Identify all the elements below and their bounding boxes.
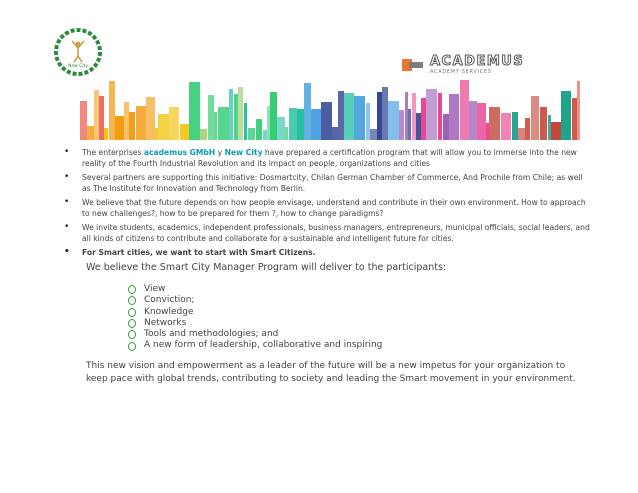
skyline-building	[263, 130, 267, 140]
deliverables-list	[128, 284, 382, 352]
skyline-building	[443, 114, 449, 140]
bullet-item: • The enterprises academus GMbH y New City have prepared a certification program that will allow you to immerse into the new reality of the Fourth Industrial Revolution and its impact on people, organizations and cities	[62, 147, 592, 169]
skyline-building	[158, 114, 169, 140]
skyline-building	[561, 91, 571, 140]
skyline-building	[469, 101, 477, 140]
skyline-building	[189, 82, 200, 140]
skyline-building	[512, 112, 518, 140]
newcity-highlight: New City	[224, 148, 263, 157]
skyline-building	[229, 89, 233, 140]
skyline-building	[285, 127, 288, 140]
skyline-building	[200, 129, 207, 140]
skyline-building	[136, 106, 146, 140]
skyline-building	[180, 124, 189, 140]
skyline-building	[80, 101, 87, 140]
skyline-building	[382, 87, 388, 140]
skyline-building	[94, 90, 99, 140]
skyline-building	[244, 103, 247, 140]
laurel-wreath-icon	[52, 26, 104, 78]
deliverable-item: Conviction;	[128, 295, 382, 306]
skyline-building	[169, 107, 179, 140]
skyline-building	[311, 109, 321, 140]
bullet-item: • We believe that the future depends on how people envisage, understand and contribute in their own environment. How to approach to new challenges?, how to be prepared for them ?, how to change paradigms?	[62, 197, 592, 219]
skyline-building	[399, 110, 404, 140]
skyline-building	[238, 87, 243, 140]
deliverable-item: Networks	[128, 318, 382, 329]
academus-mark-icon	[402, 57, 426, 73]
academus-highlight: academus GMbH	[143, 148, 216, 157]
circle-bullet-icon	[128, 308, 136, 317]
academus-logo-name: ACADEMUS	[430, 54, 525, 69]
skyline-building	[109, 81, 115, 140]
skyline-building	[270, 92, 277, 140]
deliverable-item: Tools and methodologies; and	[128, 329, 382, 340]
skyline-building	[572, 98, 577, 140]
skyline-building	[412, 93, 416, 140]
bullet-item: • For Smart cities, we want to start with Smart Citizens.	[62, 247, 592, 258]
skyline-building	[267, 106, 270, 140]
bullet-item: • We invite students, academics, independent professionals, business managers, entrepreneurs, municipal officials, social leaders, and all kinds of citizens to contribute and collaborate for a sustainable and intelligent future for cities.	[62, 222, 592, 244]
skyline-building	[248, 128, 255, 140]
city-skyline-illustration	[80, 74, 580, 140]
skyline-building	[426, 89, 437, 140]
skyline-building	[214, 112, 217, 140]
newcity-logo-text: New City	[67, 64, 89, 69]
circle-bullet-icon	[128, 296, 136, 305]
skyline-building	[104, 128, 108, 140]
skyline-building	[408, 109, 411, 140]
skyline-building	[332, 127, 338, 140]
skyline-building	[518, 128, 525, 140]
skyline-building	[129, 112, 135, 140]
skyline-building	[486, 123, 489, 140]
skyline-building	[234, 94, 238, 140]
skyline-building	[304, 83, 311, 140]
skyline-building	[421, 98, 426, 140]
bullet-list	[62, 147, 592, 261]
deliverable-item: Knowledge	[128, 307, 382, 318]
skyline-building	[289, 108, 297, 140]
skyline-building	[531, 96, 539, 140]
skyline-building	[354, 96, 365, 140]
skyline-building	[416, 113, 421, 140]
circle-bullet-icon	[128, 330, 136, 339]
skyline-building	[146, 97, 155, 140]
skyline-building	[155, 128, 158, 140]
academus-logo-sub: ACADEMY SERVICES	[430, 69, 492, 75]
skyline-building	[525, 118, 530, 140]
skyline-building	[124, 102, 129, 140]
skyline-building	[405, 92, 408, 140]
deliverable-item: A new form of leadership, collaborative and inspiring	[128, 340, 382, 351]
skyline-building	[489, 107, 500, 140]
newcity-logo	[52, 26, 104, 78]
skyline-building	[256, 119, 262, 140]
closing-paragraph: This new vision and empowerment as a leader of the future will be a new impetus for your organization to keep pace with global trends, contributing to society and leading the Smart movement in your environment.	[86, 361, 576, 384]
circle-bullet-icon	[128, 342, 136, 351]
skyline-building	[338, 91, 344, 140]
skyline-building	[477, 103, 486, 140]
skyline-building	[115, 116, 124, 140]
skyline-building	[321, 102, 332, 140]
skyline-building	[540, 107, 547, 140]
skyline-building	[548, 115, 551, 140]
circle-bullet-icon	[128, 319, 136, 328]
skyline-building	[99, 96, 104, 140]
skyline-building	[344, 93, 354, 140]
skyline-building	[388, 101, 399, 140]
skyline-building	[297, 109, 304, 140]
deliverable-item: View	[128, 284, 382, 295]
skyline-building	[87, 126, 94, 140]
skyline-building	[218, 107, 229, 140]
skyline-building	[277, 117, 285, 140]
skyline-building	[438, 93, 442, 140]
bullet-item: • Several partners are supporting this initiative: Dosmartcity, Chilan German Chamber of Commerce, And Prochile from Chile; as well as The Institute for Innovation and Technology from Berlin.	[62, 172, 592, 194]
circle-bullet-icon	[128, 285, 136, 294]
intro-text: We believe the Smart City Manager Program will deliver to the participants:	[86, 262, 447, 273]
skyline-building	[577, 81, 580, 140]
skyline-building	[370, 129, 377, 140]
skyline-building	[501, 113, 511, 140]
skyline-building	[377, 92, 382, 140]
skyline-building	[208, 95, 214, 140]
academus-logo	[402, 54, 552, 76]
skyline-building	[460, 80, 469, 140]
skyline-building	[366, 103, 370, 140]
skyline-building	[449, 94, 459, 140]
skyline-building	[551, 122, 561, 140]
